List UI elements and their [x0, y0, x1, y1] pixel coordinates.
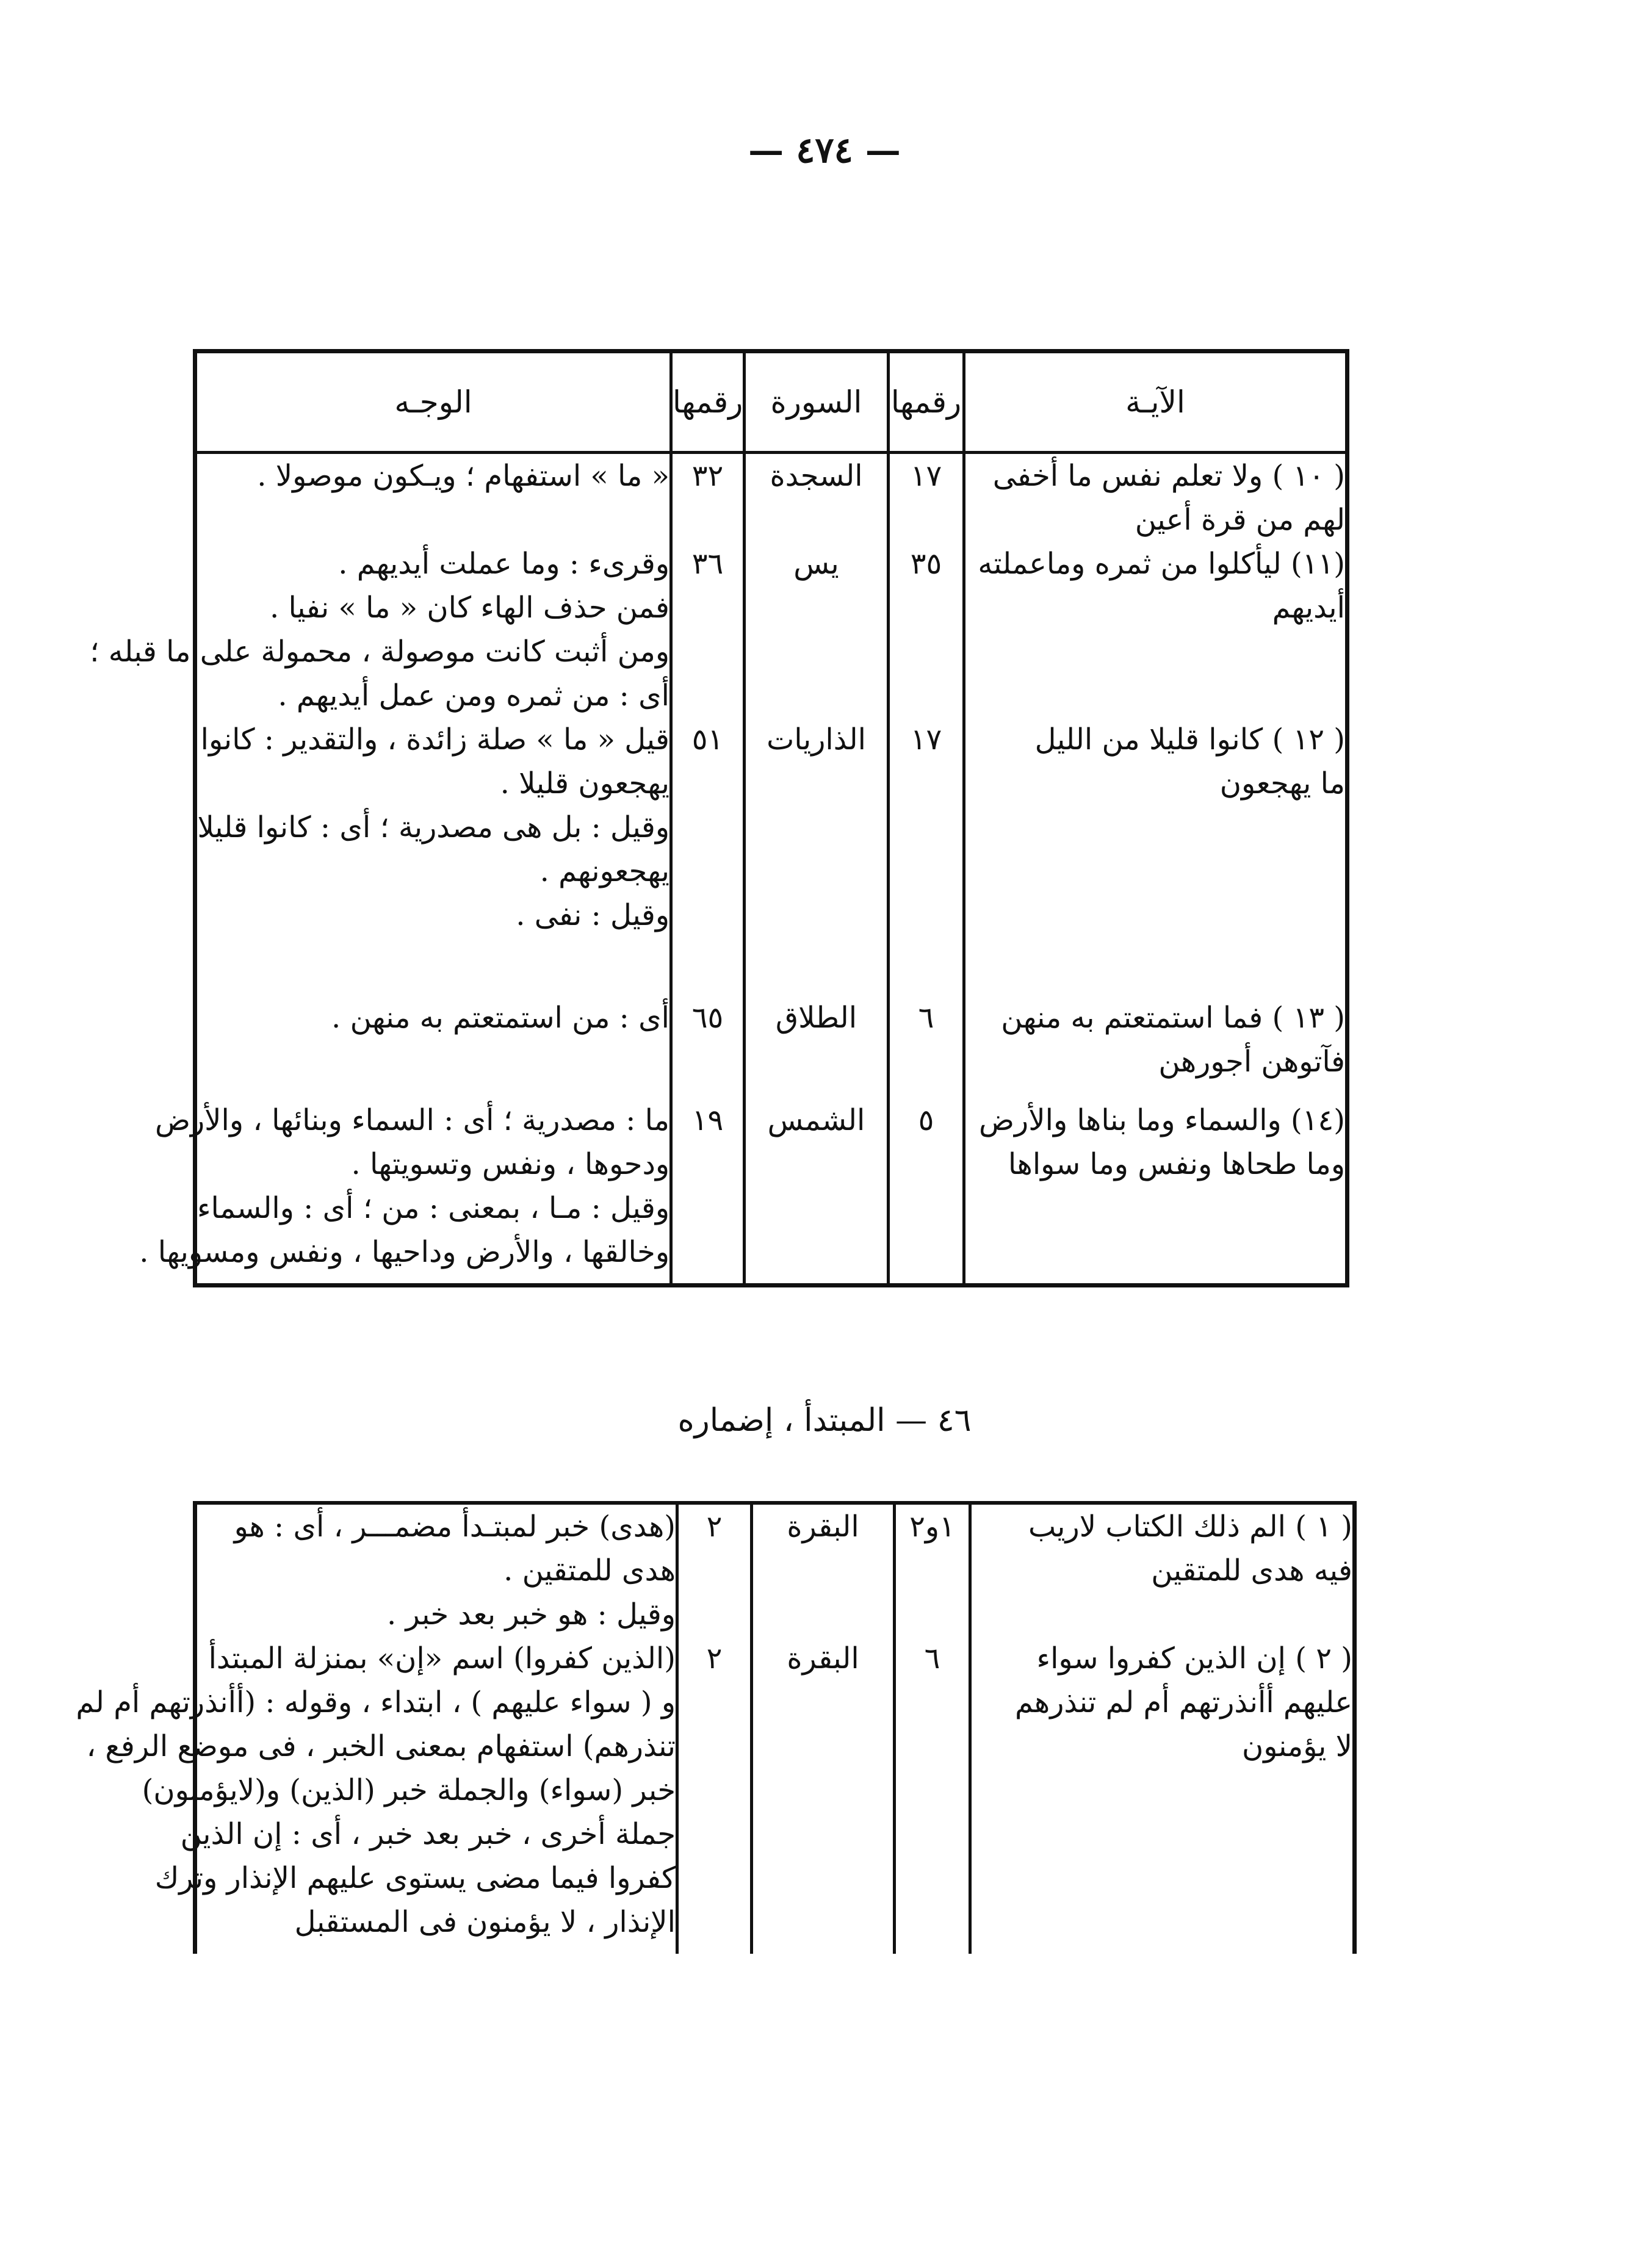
aya-line: أيديهم — [1272, 591, 1345, 625]
aya-line: ( ١٣ ) فما استمتعتم به منهن — [1001, 1001, 1345, 1035]
wajh-line: قيل « ما » صلة زائدة ، والتقدير : كانوا — [200, 722, 669, 757]
raqm-sura-cell: ٦٥ — [671, 996, 745, 1098]
raqm-sura-cell: ٣٦ — [671, 542, 745, 718]
wajh-line: أى : من ثمره ومن عمل أيديهم . — [278, 679, 669, 713]
table-row — [195, 1636, 1355, 1954]
sura-cell: الذاريات — [745, 718, 889, 996]
wajh-cell — [76, 1636, 677, 1954]
index-table-1 — [90, 349, 1349, 1287]
raqm-aya-cell: ٦ — [895, 1636, 970, 1954]
aya-line: ( ١٠ ) ولا تعلم نفس ما أخفى — [992, 459, 1345, 493]
aya-line: وما طحاها ونفس وما سواها — [1008, 1147, 1345, 1181]
raqm-aya-cell: ١٧ — [889, 718, 964, 996]
wajh-cell — [139, 1098, 671, 1285]
header-aya: الآيـة — [964, 351, 1348, 453]
table-row — [195, 718, 1348, 996]
sura-cell: السجدة — [745, 453, 889, 542]
aya-cell — [964, 453, 1348, 542]
wajh-cell — [195, 996, 671, 1098]
sura-cell: الشمس — [745, 1098, 889, 1285]
index-table-2 — [76, 1501, 1357, 1954]
wajh-cell — [90, 542, 671, 718]
aya-cell — [970, 1503, 1355, 1636]
wajh-line: وقيل : نفى . — [516, 898, 669, 932]
header-raqm-sura: رقمها — [671, 351, 745, 453]
table-header-row — [195, 351, 1348, 453]
raqm-sura-cell: ٢ — [677, 1503, 752, 1636]
aya-line: فآتوهن أجورهن — [1158, 1045, 1345, 1079]
aya-line: عليهم أأنذرتهم أم لم تنذرهم — [1014, 1685, 1352, 1719]
aya-cell — [964, 718, 1348, 996]
aya-line: لهم من قرة أعين — [1135, 503, 1345, 537]
wajh-line: فمن حذف الهاء كان « ما » نفيا . — [269, 591, 669, 625]
aya-cell — [964, 542, 1348, 718]
raqm-sura-cell: ٣٢ — [671, 453, 745, 542]
wajh-line: أى : من استمتعتم به منهن . — [331, 1001, 669, 1035]
wajh-line: (الذين كفروا) اسم «إن» بمنزلة المبتدأ ، — [189, 1641, 676, 1676]
header-wajh: الوجـه — [195, 351, 671, 453]
wajh-line: وقيل : مـا ، بمعنى : من ؛ أى : والسماء — [197, 1191, 669, 1225]
aya-cell — [970, 1636, 1355, 1954]
raqm-sura-cell: ٥١ — [671, 718, 745, 996]
aya-line: فيه هدى للمتقين — [1151, 1553, 1352, 1588]
sura-cell: الطلاق — [745, 996, 889, 1098]
sura-cell: يس — [745, 542, 889, 718]
wajh-line: (هدى) خبر لمبتـدأ مضمـــر ، أى : هو — [234, 1510, 676, 1544]
wajh-line: كفروا فيما مضى يستوى عليهم الإنذار وترك — [154, 1861, 676, 1895]
wajh-line: « ما » استفهام ؛ ويـكون موصولا . — [257, 459, 669, 493]
raqm-aya-cell: ١و٢ — [895, 1503, 970, 1636]
table-row — [195, 453, 1348, 542]
table-row — [195, 996, 1348, 1098]
wajh-cell — [195, 453, 671, 542]
wajh-line: ما : مصدرية ؛ أى : السماء وبنائها ، والأرض — [154, 1103, 669, 1137]
aya-cell — [964, 1098, 1348, 1285]
aya-line: ما يهجعون — [1219, 766, 1345, 801]
aya-line: (١٤) والسماء وما بناها والأرض — [979, 1103, 1345, 1137]
wajh-line: وقيل : بل هى مصدرية ؛ أى : كانوا قليلا — [197, 810, 669, 844]
wajh-line: جملة أخرى ، خبر بعد خبر ، أى : إن الذين — [180, 1817, 676, 1851]
header-sura: السورة — [745, 351, 889, 453]
raqm-aya-cell: ٥ — [889, 1098, 964, 1285]
wajh-cell — [195, 1503, 677, 1636]
wajh-line: ومن أثبت كانت موصولة ، محمولة على ما قبله ؛ — [90, 635, 669, 669]
header-raqm-aya: رقمها — [889, 351, 964, 453]
sura-cell: البقرة — [752, 1503, 895, 1636]
aya-line: لا يؤمنون — [1241, 1729, 1352, 1763]
raqm-aya-cell: ١٧ — [889, 453, 964, 542]
wajh-line: وقيل : هو خبر بعد خبر . — [386, 1597, 676, 1632]
aya-line: (١١) ليأكلوا من ثمره وماعملته — [978, 547, 1345, 581]
wajh-line: يهجعون قليلا . — [500, 766, 669, 801]
aya-cell — [964, 996, 1348, 1098]
aya-line: ( ١٢ ) كانوا قليلا من الليل — [1034, 722, 1345, 757]
wajh-line: هدى للمتقين . — [503, 1553, 676, 1588]
raqm-aya-cell: ٦ — [889, 996, 964, 1098]
aya-line: ( ٢ ) إن الذين كفروا سواء — [1036, 1641, 1352, 1676]
wajh-line: الإنذار ، لا يؤمنون فى المستقبل — [294, 1905, 676, 1939]
aya-line: ( ١ ) الم ذلك الكتاب لاريب — [1028, 1510, 1352, 1544]
table-row — [195, 1503, 1355, 1636]
wajh-line: و ( سواء عليهم ) ، ابتداء ، وقوله : (أأنذرتهم أم لم — [76, 1685, 676, 1719]
wajh-line: ودحوها ، ونفس وتسويتها . — [351, 1147, 669, 1181]
wajh-line: يهجعونهم . — [539, 854, 669, 888]
wajh-line: وقرىء : وما عملت أيديهم . — [338, 547, 669, 581]
wajh-line: وخالقها ، والأرض وداحيها ، ونفس ومسويها . — [139, 1235, 669, 1269]
wajh-line: خبر (سواء) والجملة خبر (الذين) و(لايؤمنون) — [142, 1773, 676, 1807]
sura-cell: البقرة — [752, 1636, 895, 1954]
page-number: — ٤٧٤ — — [748, 129, 901, 171]
section-heading: ٤٦ — المبتدأ ، إضماره — [677, 1402, 972, 1439]
table-row — [195, 1098, 1348, 1285]
wajh-cell — [195, 718, 671, 996]
raqm-sura-cell: ٢ — [677, 1636, 752, 1954]
raqm-sura-cell: ١٩ — [671, 1098, 745, 1285]
table-row — [195, 542, 1348, 718]
wajh-line: تنذرهم) استفهام بمعنى الخبر ، فى موضع الرفع ، — [86, 1729, 676, 1763]
raqm-aya-cell: ٣٥ — [889, 542, 964, 718]
